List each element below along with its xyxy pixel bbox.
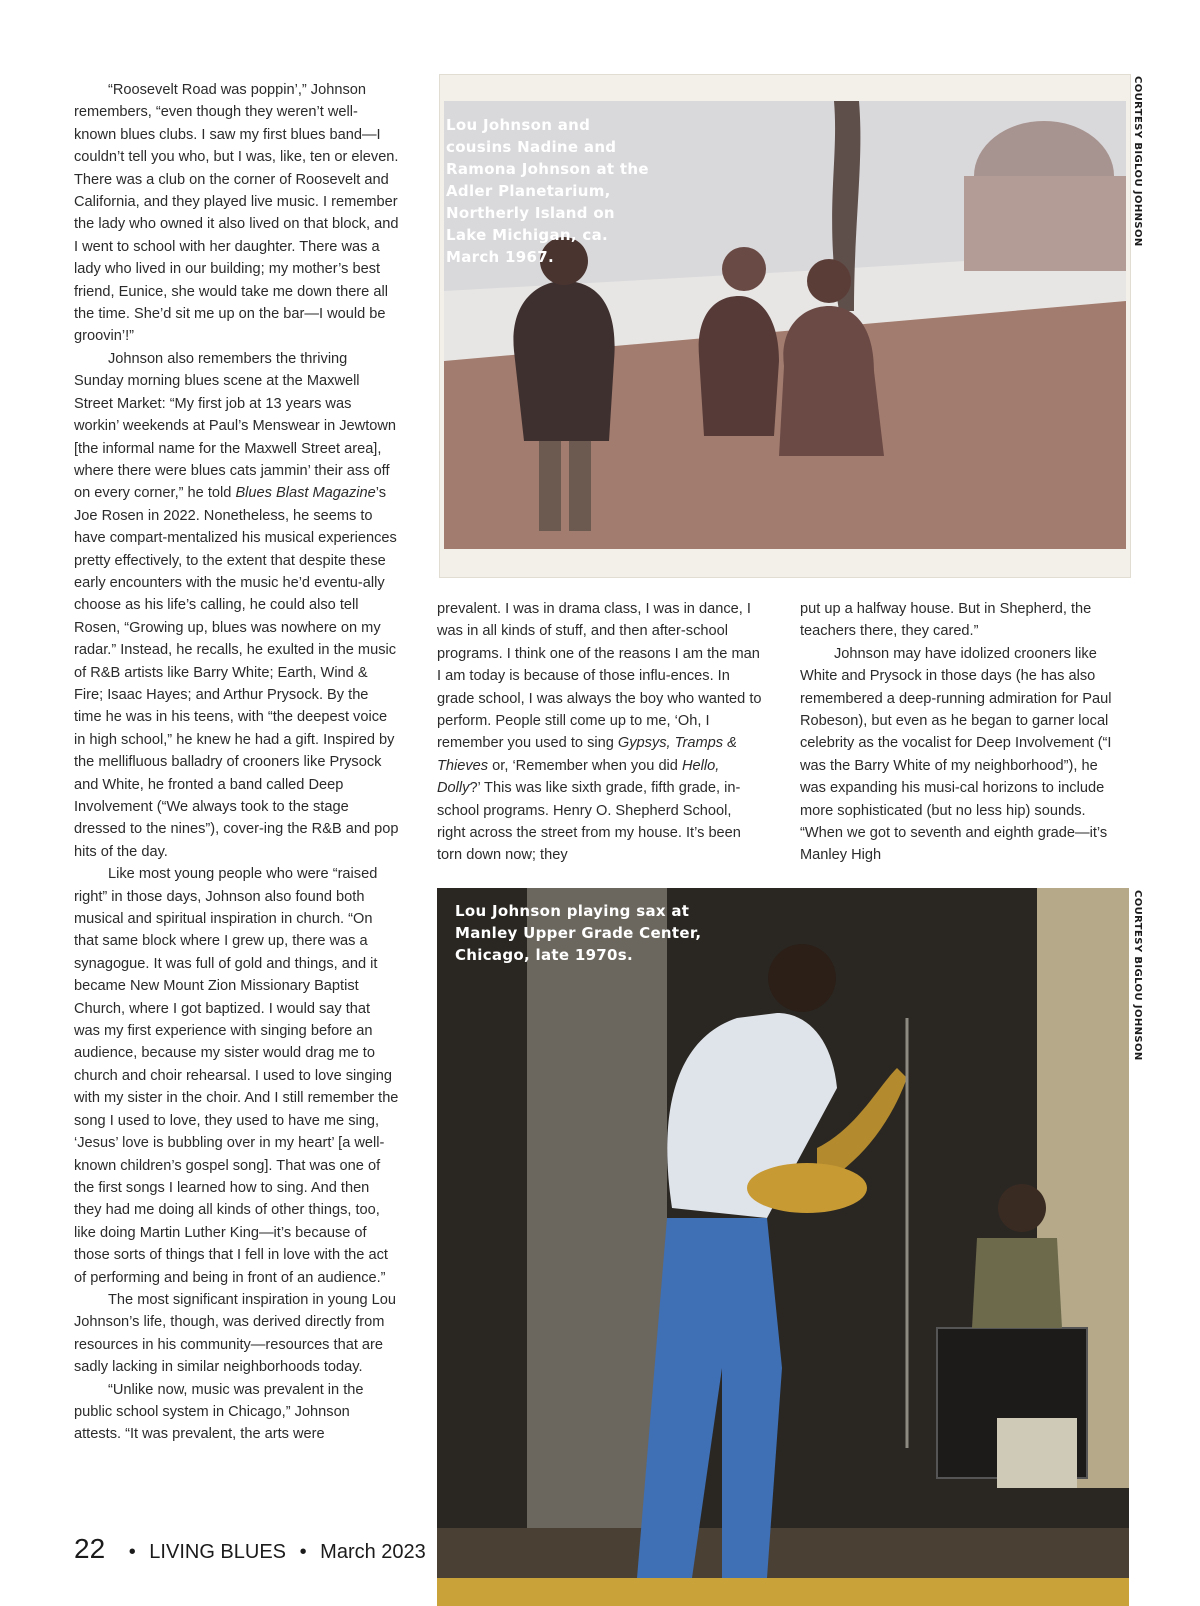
bullet-separator: • bbox=[299, 1541, 307, 1563]
paragraph-text: ’s Joe Rosen in 2022. Nonetheless, he seems to have compart-mentalized his musical experiences pretty effectively, to the extent that despite these early encounters with the music he’d eventu-ally choose as his life’s calling, he could also tell Rosen, “Growing up, blues was nowhere on my radar.” Instead, he recalls, he exulted in the music of R&B artists like Barry White; Earth, Wind & Fire; Isaac Hayes; and Arthur Prysock. By the time he was in his teens, with “the deepest voice in high school,” he knew he had a gift. Inspired by the mellifluous balladry of crooners like Prysock and White, he fronted a band called Deep Involvement (“We always took to the stage dressed to the nines”), cover-ing the R&B and pop hits of the day. bbox=[74, 485, 399, 860]
bullet-separator: • bbox=[128, 1541, 136, 1563]
paragraph-text: prevalent. I was in drama class, I was in dance, I was in all kinds of stuff, and then after-school programs. I think one of the reasons I am the man I am today is because of those influ-ences. In grade school, I was always the boy who wanted to perform. People still come up to me, ‘Oh, I remember you used to sing bbox=[437, 601, 762, 752]
photo-caption: Lou Johnson playing sax at Manley Upper Grade Center, Chicago, late 1970s. bbox=[455, 902, 702, 964]
photo-caption: Lou Johnson and cousins Nadine and Ramona Johnson at the Adler Planetarium, Northerly Island on Lake Michigan, ca. March 1967. bbox=[446, 116, 649, 266]
issue-date: March 2023 bbox=[320, 1541, 426, 1563]
song-title: Gypsys, Tramps & Thieves bbox=[437, 735, 737, 774]
publication-name: LIVING BLUES bbox=[149, 1541, 287, 1563]
photo-illustration bbox=[437, 888, 1129, 1606]
paragraph-text: or, ‘Remember when you did bbox=[488, 757, 682, 774]
page-footer bbox=[74, 1533, 426, 1565]
article-column-1 bbox=[74, 79, 400, 1446]
paragraph: Like most young people who were “raised right” in those days, Johnson also found both musical and spiritual inspiration in church. “On that same block where I grew up, there was a synagogue. It was full of gold and things, and it became New Mount Zion Missionary Baptist Church, where I got baptized. I would say that was my first experience with singing before an audience, because my sister would drag me to church and choir rehearsal. I used to love singing with my sister in the choir. And I still remember the song I used to love, they used to have me sing, ‘Jesus’ love is bubbling over in my heart’ [a well-known children’s gospel song]. That was one of the first songs I learned how to sing. And then they had me doing all kinds of other things, too, like doing Martin Luther King—it’s because of those sorts of things that I fell in love with the act of performing and being in front of an audience.” bbox=[74, 866, 399, 1286]
paragraph bbox=[437, 598, 763, 867]
photo-credit: COURTESY BIGLOU JOHNSON bbox=[1132, 76, 1143, 247]
photo-sax-performance bbox=[437, 888, 1129, 1606]
paragraph: Johnson may have idolized crooners like White and Prysock in those days (he has also remembered a deep-running admiration for Paul Robeson), but even as he began to garner local celebrity as the vocalist for Deep Involvement (“I was the Barry White of my neighborhood”), he was expanding his musi-cal horizons to include more sophisticated (but no less hip) sounds. “When we got to seventh and eighth grade—it’s Manley High bbox=[800, 645, 1112, 864]
paragraph: The most significant inspiration in young Lou Johnson’s life, though, was derived directly from resources in his community—resources that are sadly lacking in similar neighborhoods today. bbox=[74, 1291, 396, 1376]
paragraph-text: Johnson also remembers the thriving Sunday morning blues scene at the Maxwell Street Market: “My first job at 13 years was workin’ weekends at Paul’s Menswear in Jewtown [the informal name for the Maxwell Street area], where there were blues cats jammin’ their ass off on every corner,” he told bbox=[74, 350, 397, 502]
article-column-2 bbox=[437, 598, 763, 867]
magazine-title: Blues Blast Magazine bbox=[235, 485, 376, 502]
musical-title: Hello, Dolly bbox=[437, 757, 720, 797]
paragraph: “Unlike now, music was prevalent in the public school system in Chicago,” Johnson attests. “It was prevalent, the arts were bbox=[74, 1381, 364, 1443]
page-number: 22 bbox=[74, 1533, 106, 1564]
article-column-3 bbox=[800, 598, 1126, 867]
paragraph bbox=[74, 348, 400, 863]
paragraph: “Roosevelt Road was poppin’,” Johnson remembers, “even though they weren’t well-known blues clubs. I saw my first blues band—I couldn’t tell you who, but I was, like, ten or eleven. There was a club on the corner of Roosevelt and California, and they played live music. I remember the lady who owned it also lived on that block, and I went to school with her daughter. There was a lady who lived in our building; my mother’s best friend, Eunice, she would take me down there all the time. She’d sit me up on the bar—I would be groovin’!” bbox=[74, 82, 399, 345]
photo-credit: COURTESY BIGLOU JOHNSON bbox=[1132, 890, 1143, 1061]
paragraph-text: ?’ This was like sixth grade, fifth grade, in-school programs. Henry O. Shepherd School, right across the street from my house. It’s been torn down now; they bbox=[437, 780, 741, 864]
paragraph: put up a halfway house. But in Shepherd, the teachers there, they cared.” bbox=[800, 601, 1092, 640]
